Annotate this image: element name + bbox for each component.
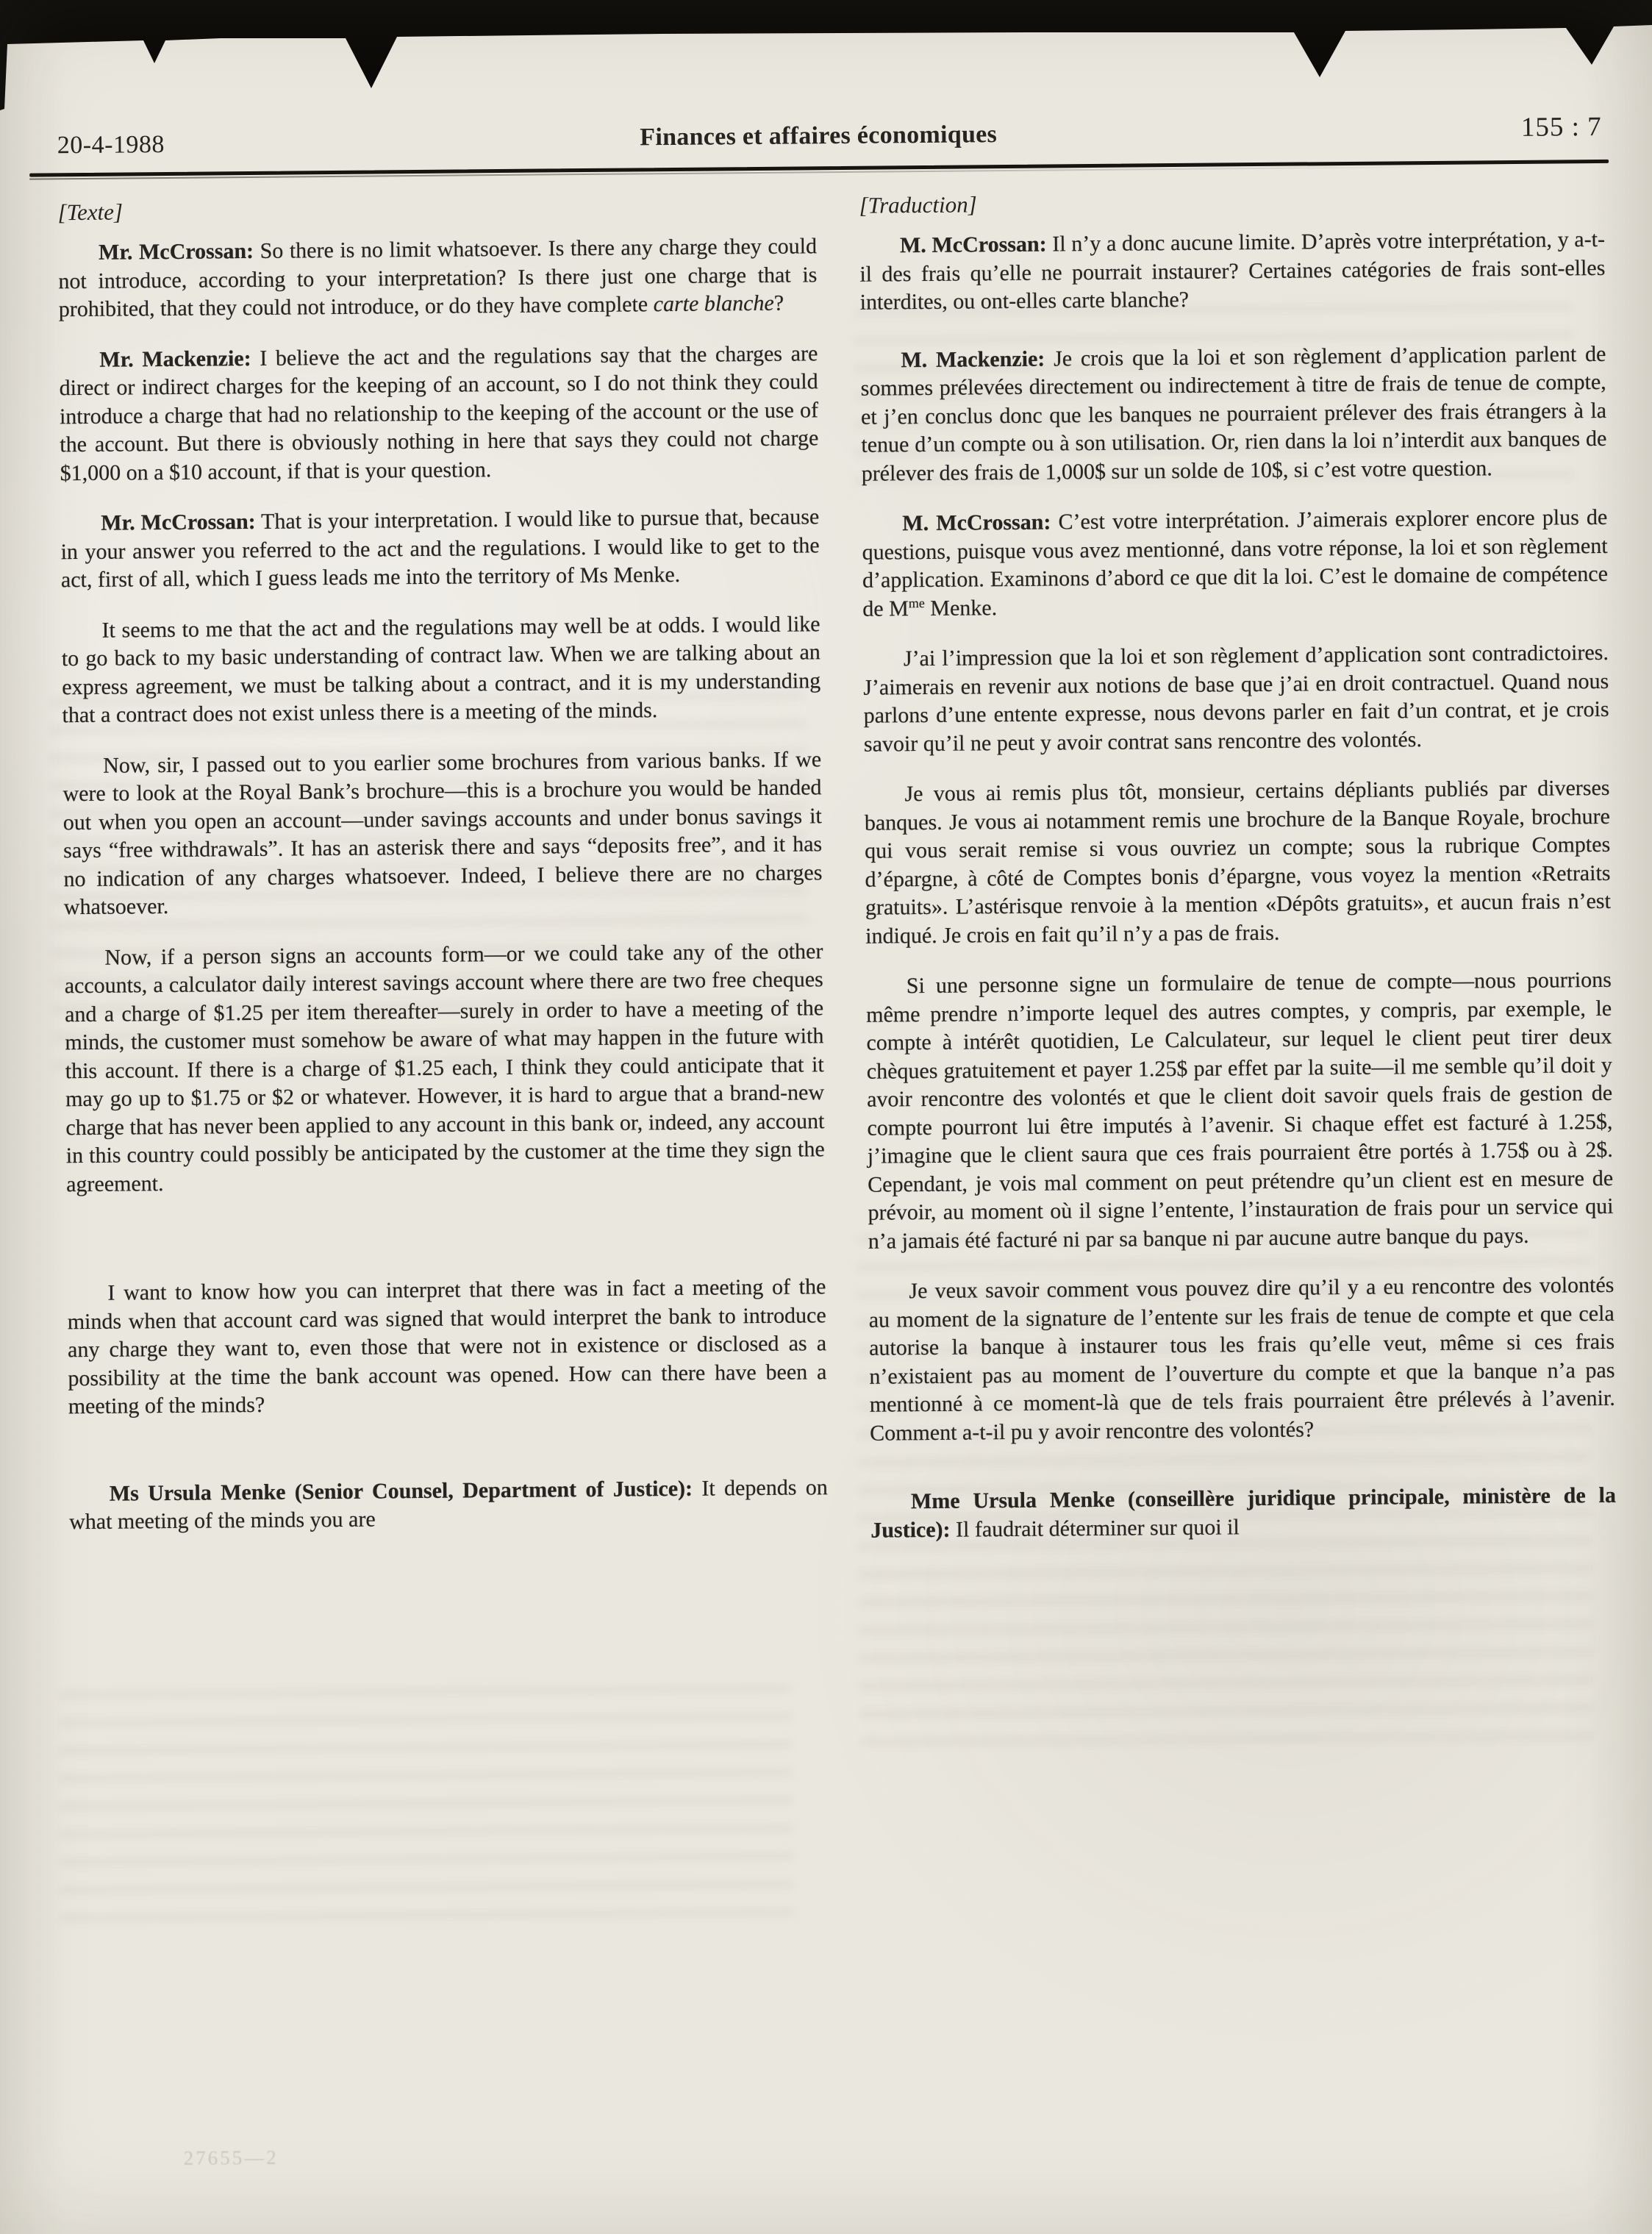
text-segment-b: Mr. McCrossan: (101, 509, 256, 535)
text-segment: I believe the act and the regulations say that the charges are direct or indirect charges for the keeping of an account, so I do not think they could introduce a charge that had no relationship to the keeping of the account or the use of the account. But there is obviously nothing in here that says they could not charge $1,000 on a $10 account, if that is your question. (59, 340, 819, 485)
bleed-through-texture (57, 1685, 795, 1934)
text-segment: Menke. (924, 595, 998, 621)
text-segment: It seems to me that the act and the regulations may well be at odds. I would like to go back to my basic understanding of contract law. When we are talking about an express agreement, we must be talking about a contract, and it is my understanding that a contract does not exist unless there is a meeting of the minds. (61, 611, 821, 728)
text-segment-b: Ms Ursula Menke (Senior Counsel, Department of Justice): (109, 1476, 693, 1506)
text-segment-sup: me (908, 595, 925, 610)
scan-edge-artifact (0, 0, 1652, 118)
text-segment-i: carte blanche (653, 290, 774, 317)
paragraph (863, 639, 1609, 759)
paragraph (860, 340, 1607, 488)
text-segment: Il faudrait déterminer sur quoi il (950, 1514, 1240, 1542)
text-segment-b: M. McCrossan: (899, 232, 1047, 258)
paragraph (64, 938, 825, 1199)
text-segment: So there is no limit whatsoever. Is there any charge they could not introduce, according to your interpretation? Is there just one charge that is prohibited, that they could not introduce, or do they have complete (58, 234, 818, 322)
translation-column-label: [Traduction] (859, 191, 977, 218)
text-segment: Si une personne signe un formulaire de tenue de compte—nous pourrions même prendre n’importe lequel des autres comptes, y compris, par exemple, le compte à intérêt quotidien, Le Calculateur, sur lequel le client peut tirer deux chèques gratuitement et payer 1.25$ par effet par la suite—il me semble qu’il doit y avoir rencontre des volontés et que le client doit savoir quels frais de gestion de compte pourront lui être imputés à l’avenir. Si chaque effet est facturé à 1.25$, j’imagine que le client saura que ces frais pourraient être portés à 1.75$ ou à 2$. Cependant, je vois mal comment on peut prétendre qu’un client est en mesure de prévoir, au moment où il signe l’entente, l’instauration de frais pour un service qui n’a jamais été facturé ni par sa banque ni par aucune autre banque du pays. (866, 967, 1614, 1254)
header-title: Finances et affaires économiques (640, 121, 998, 151)
text-segment-b: M. Mackenzie: (901, 346, 1045, 372)
text-segment: Il n’y a donc aucune limite. D’après votre interprétation, y a-t-il des frais qu’elle ne pourrait instaurer? Certaines catégories de frais sont-elles interdites, ou ont-elles carte blanche? (859, 226, 1606, 315)
header-rule (29, 160, 1609, 181)
text-segment: Now, sir, I passed out to you earlier some brochures from various banks. If we were to look at the Royal Bank’s brochure—this is a brochure you would be handed out when you open an account—under savings accounts and under bonus savings it says “free withdrawals”. It has an asterisk there and says “deposits free”, and it has no indication of any charges whatsoever. Indeed, I believe there are no charges whatsoever. (62, 746, 823, 920)
text-segment-b: Mme Ursula Menke (conseillère juridique principale, ministère de la Justice): (870, 1482, 1617, 1543)
text-segment-b: Mr. Mackenzie: (99, 346, 251, 372)
text-segment-b: Mr. McCrossan: (98, 238, 254, 265)
text-segment-b: M. McCrossan: (902, 510, 1051, 536)
header-rule-heavy-line (29, 160, 1609, 177)
paragraph (60, 503, 820, 595)
text-column-label: [Texte] (57, 199, 124, 226)
paragraph (868, 1271, 1615, 1448)
text-segment: Je crois que la loi et son règlement d’application parlent de sommes prélevées directement ou indirectement à titre de frais de tenue de compte, et j’en conclus donc que les banques ne pourraient prélever des frais étrangers à la tenue d’un compte ou à son utilisation. Or, rien dans la loi n’interdit aux banques de prélever des frais de 1,000$ sur un solde de 10$, si c’est votre question. (860, 341, 1607, 486)
header-date: 20-4-1988 (57, 131, 165, 160)
text-segment: Je veux savoir comment vous pouvez dire qu’il y a eu rencontre des volontés au moment de la signature de l’entente sur les frais de tenue de compte et que cela autorise la banque à instaurer tous les frais qu’elle veut, même si ces frais n’existaient pas au moment de l’ouverture du compte et que la banque n’a pas mentionné à ce moment-là que de tels frais pourraient être prélevés à l’avenir. Comment a-t-il pu y avoir rencontre des volontés? (868, 1272, 1615, 1446)
text-segment: C’est votre interprétation. J’aimerais explorer encore plus de questions, puisque vous avez mentionné, dans votre réponse, la loi et son règlement d’application. Examinons d’abord ce que dit la loi. C’est le domaine de compétence de M (862, 504, 1609, 621)
english-column (58, 232, 829, 1558)
paragraph (69, 1474, 829, 1537)
text-segment: Now, if a person signs an accounts form—or we could take any of the other accounts, a calculator daily interest savings account where there are two free cheques and a charge of $1.25 per item thereafter—surely in order to have a meeting of the minds, the customer must somehow be aware of what may happen in the future with this account. If there is a charge of $1.25 each, I think they could anticipate that it may go up to $1.75 or $2 or whatever. However, it is hard to argue that a brand-new charge that has never been applied to any account in this bank or, indeed, any account in this country could possibly be anticipated by the customer at the time they sign the agreement. (64, 938, 825, 1196)
text-segment: I want to know how you can interpret that there was in fact a meeting of the minds when that account card was signed that would interpret the bank to introduce any charge they want to, even those that were not in existence or disclosed as a possibility at the time the bank account was opened. How can there have been a meeting of the minds? (67, 1274, 827, 1419)
paragraph (866, 966, 1614, 1256)
header-page-number: 155 : 7 (1520, 111, 1602, 143)
paragraph (864, 774, 1611, 951)
paragraph (59, 340, 819, 488)
paragraph (862, 504, 1608, 624)
paragraph (61, 610, 820, 730)
text-segment: That is your interpretation. I would like to pursue that, because in your answer you referred to the act and the regulations. I would like to get to the act, first of all, which I guess leads me into the territory of Ms Menke. (60, 504, 820, 593)
paragraph (870, 1482, 1617, 1545)
paragraph (859, 226, 1606, 317)
text-segment: ? (773, 290, 784, 315)
text-segment: J’ai l’impression que la loi et son règlement d’application sont contradictoires. J’aimerais en revenir aux notions de base que j’ai en droit contractuel. Quand nous parlons d’une entente expresse, nous devons parler en fait d’un contrat, et je crois savoir qu’il ne peut y avoir contrat sans rencontre des volontés. (863, 640, 1609, 757)
text-segment: It depends on what meeting of the minds you are (68, 1474, 828, 1535)
paragraph (62, 746, 823, 922)
paragraph (67, 1273, 827, 1421)
paragraph (58, 232, 818, 324)
french-column (859, 226, 1617, 1567)
text-segment: Je vous ai remis plus tôt, monsieur, certains dépliants publiés par diverses banques. Je vous ai notamment remis une brochure de la Banque Royale, brochure qui vous serait remise si vous ouvriez un compte; sous la rubrique Comptes d’épargne, à côté de Comptes bonis d’épargne, vous voyez la mention «Retraits gratuits». L’astérisque renvoie à la mention «Dépôts gratuits», et aucun frais n’est indiqué. Je crois en fait qu’il n’y a pas de frais. (864, 775, 1611, 949)
print-code: 27655—2 (183, 2146, 279, 2169)
